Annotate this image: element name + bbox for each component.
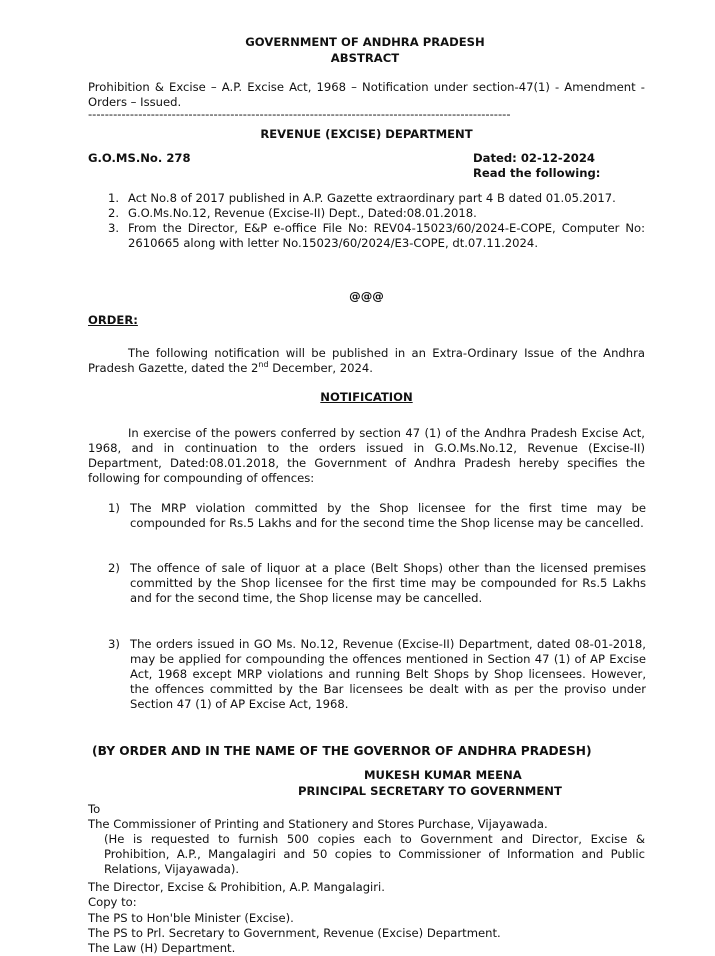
department-heading: REVENUE (EXCISE) DEPARTMENT [260, 127, 473, 141]
abstract-heading: ABSTRACT [330, 51, 400, 65]
order-heading: ORDER: [88, 313, 138, 327]
reference-item: 3. From the Director, E&P e-office File No: REV04-15023/60/2024-E-COPE, Computer No: 2610665 along with letter No.15023/60/2024/E3-COPE, dt.07.11.2024. [108, 221, 645, 250]
separator-line: ----------------------------------------------------------------------------------------------------- [88, 110, 511, 118]
section-symbol: @@@ [349, 289, 384, 303]
go-date: Dated: 02-12-2024 [473, 151, 595, 165]
notification-intro: In exercise of the powers conferred by section 47 (1) of the Andhra Pradesh Excise Act, 1968, and in continuation to the orders issued in G.O.Ms.No.12, Revenue (Excise-II) Department, Dated:08.01.2018, the Government of Andhra Pradesh hereby specifies the following for compounding of offences: [88, 426, 645, 485]
govt-heading: GOVERNMENT OF ANDHRA PRADESH [245, 35, 485, 49]
go-number: G.O.MS.No. 278 [88, 151, 191, 165]
by-order-line: (BY ORDER AND IN THE NAME OF THE GOVERNOR OF ANDHRA PRADESH) [92, 744, 592, 758]
offence-item: 3) The orders issued in GO Ms. No.12, Revenue (Excise-II) Department, dated 08-01-2018, may be applied for compounding the offences mentioned in Section 47 (1) of AP Excise Act, 1968 except MRP violations and running Belt Shops by Shop licensees. However, the offences committed by the Bar licensees be dealt with as per the proviso under Section 47 (1) of AP Excise Act, 1968. [108, 637, 646, 711]
reference-item: 1. Act No.8 of 2017 published in A.P. Gazette extraordinary part 4 B dated 01.05.2017. [108, 191, 616, 205]
subject-text: Prohibition & Excise – A.P. Excise Act, 1968 – Notification under section-47(1) - Amendment - Orders – Issued. [88, 80, 645, 109]
commissioner-note: (He is requested to furnish 500 copies each to Government and Director, Excise & Prohibition, A.P., Mangalagiri and 50 copies to Commissioner of Information and Public Relations, Vijayawada). [104, 832, 645, 876]
copy-to-label: Copy to: [88, 895, 137, 909]
offence-item: 1) The MRP violation committed by the Shop licensee for the first time may be compounded for Rs.5 Lakhs and for the second time the Shop license may be cancelled. [108, 501, 646, 530]
order-text: The following notification will be published in an Extra-Ordinary Issue of the Andhra Pradesh Gazette, dated the 2nd December, 2024. [88, 346, 645, 375]
read-following: Read the following: [473, 166, 601, 180]
recipient-commissioner: The Commissioner of Printing and Stationery and Stores Purchase, Vijayawada. [88, 817, 548, 831]
to-label: To [88, 802, 101, 816]
copy-recipient: The Law (H) Department. [88, 941, 236, 955]
reference-list [108, 191, 645, 251]
reference-item: 2. G.O.Ms.No.12, Revenue (Excise-II) Dept., Dated:08.01.2018. [108, 206, 477, 220]
signatory-name: MUKESH KUMAR MEENA [364, 768, 522, 782]
notification-heading: NOTIFICATION [320, 390, 413, 404]
recipient-director: The Director, Excise & Prohibition, A.P. Mangalagiri. [88, 880, 385, 894]
copy-recipient: The PS to Hon'ble Minister (Excise). [88, 911, 294, 925]
signatory-title: PRINCIPAL SECRETARY TO GOVERNMENT [298, 784, 562, 798]
offence-item: 2) The offence of sale of liquor at a place (Belt Shops) other than the licensed premises committed by the Shop licensee for the first time may be compounded for Rs.5 Lakhs and for the second time, the Shop license may be cancelled. [108, 561, 646, 605]
copy-recipient: The PS to Prl. Secretary to Government, Revenue (Excise) Department. [88, 926, 501, 940]
